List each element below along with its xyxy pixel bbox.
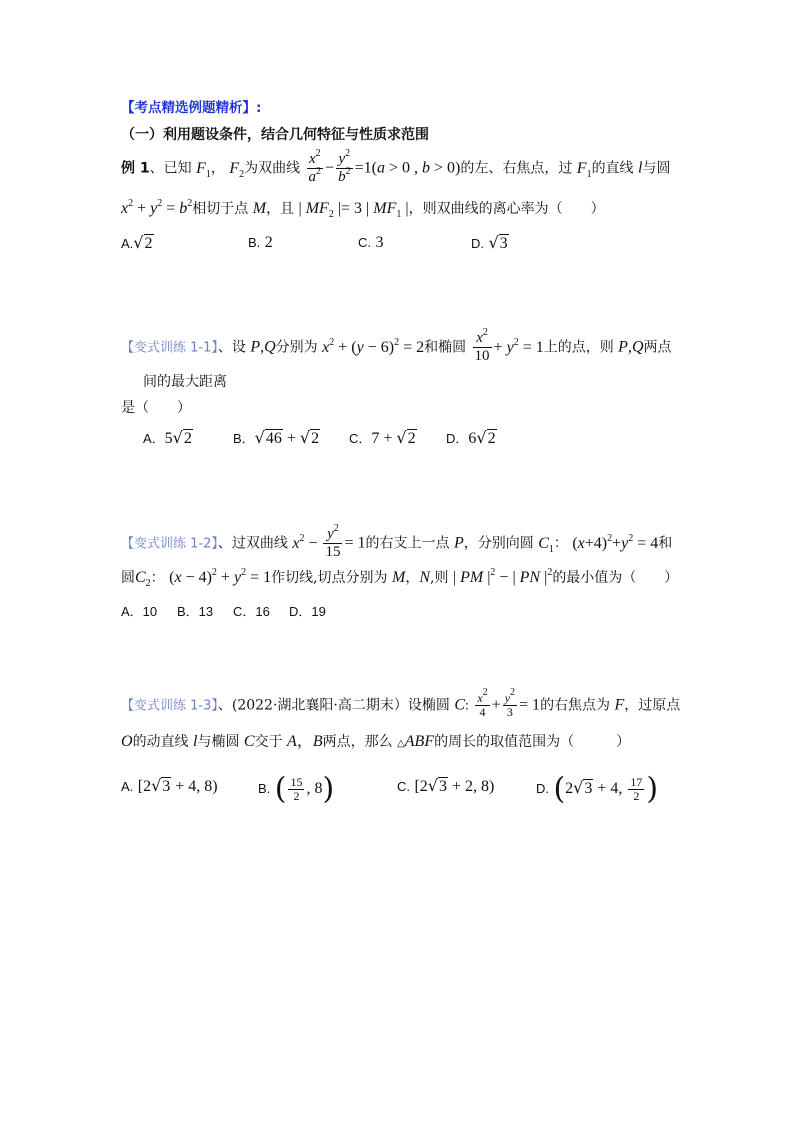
variant11-line3: 是（ ） [121,400,191,416]
example1-line1: 例 1、已知 $F_1$， $F_2$为双曲线 $\frac{x^2}{a^2}$ − $\frac{y^2}{b^2}$ =1(a > 0 , b > 0)的左、右焦点，过 $F_1$的直线 l与圆 [121,148,671,185]
option-c[interactable]: C. 3 [358,234,384,251]
option-c[interactable]: C．7 + √2 [349,428,416,447]
option-d[interactable]: D. √3 [471,233,508,252]
fraction: $\frac{y^2}{15}$ [325,523,341,560]
fraction: $\frac{x^2}{a^2}$ [308,148,322,185]
option-a[interactable]: A.√2 [121,233,153,252]
option-c[interactable]: C．16 [233,604,270,619]
option-d[interactable]: D．19 [289,604,326,619]
section-subtitle: （一）利用题设条件，结合几何特征与性质求范围 [121,127,429,143]
variant13-line1: 【变式训练 1-3】、(2022·湖北襄阳·高二期末）设椭圆 C: $\frac{x^2}{4}$ + $\frac{y^2}{3}$ = 1的右焦点为 F，过原点 [121,687,681,719]
option-d[interactable]: D. (2√3 + 4, $\frac{17}{2}$ ) [536,771,659,807]
option-b[interactable]: B．√46 + √2 [233,428,320,447]
option-c[interactable]: C. [2√3 + 2, 8) [397,776,495,795]
example1-line2: $x^2 + y^2 = b^2$相切于点 M，且 | $MF_2$ |= 3 | $MF_1$ |，则双曲线的离心率为（ ） [121,198,605,220]
option-a[interactable]: A．5√2 [143,428,192,447]
option-b[interactable]: B. ( $\frac{15}{2}$ , 8) [258,771,335,807]
fraction: $\frac{y^2}{b^2}$ [338,148,351,185]
fraction: $\frac{x^2}{4}$ [477,687,488,719]
fraction: $\frac{x^2}{10}$ [474,327,490,364]
option-d[interactable]: D．6√2 [446,428,496,447]
variant12-line1: 【变式训练 1-2】、过双曲线 $x^2$ − $\frac{y^2}{15}$ = 1的右支上一点 P，分别向圆 $C_1$： $(x+4)^2+y^2 = 4$和 [121,523,673,560]
variant12-line2: 圆$C_2$： $(x - 4)^2 + y^2 = 1$作切线,切点分别为 M，N,则 | PM $|^2$ − | PN $|^2$的最小值为（ ） [121,567,679,589]
option-a[interactable]: A．10 [121,604,158,619]
option-a[interactable]: A. [2√3 + 4, 8) [121,776,218,795]
option-b[interactable]: B．13 [177,604,214,619]
variant12-tag: 【变式训练 1-2】 [121,536,218,552]
option-b[interactable]: B. 2 [248,234,273,251]
variant11-line2: 间的最大距离 [143,374,227,390]
variant13-tag: 【变式训练 1-3】 [121,698,218,714]
example1-label: 例 1 [121,160,150,177]
fraction: $\frac{y^2}{3}$ [504,687,516,719]
variant11-line1: 【变式训练 1-1】、设 P,Q分别为 $x^2 + (y - 6)^2 = 2$和椭圆 $\frac{x^2}{10}$ + $y^2 = 1$上的点，则 P,Q两点 [121,327,672,364]
variant13-line2: O的动直线 l与椭圆 C交于 A，B两点，那么 △ABF的周长的取值范围为（ ） [121,733,631,750]
variant11-tag: 【变式训练 1-1】 [121,340,218,356]
section-title: 【考点精选例题精析】: [121,100,262,116]
